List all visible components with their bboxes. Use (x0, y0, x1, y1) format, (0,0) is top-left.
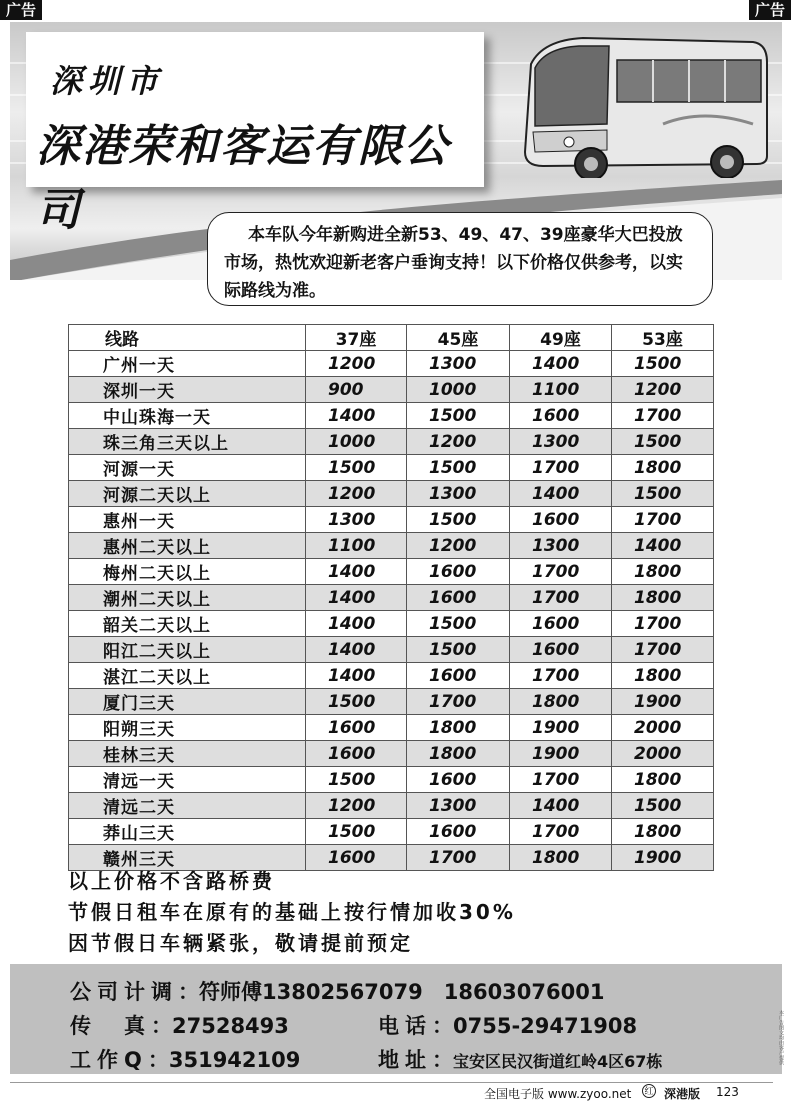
price-cell: 1300 (510, 429, 612, 455)
table-row (69, 481, 714, 507)
price-cell: 1400 (510, 351, 612, 377)
price-cell: 1700 (612, 507, 714, 533)
price-cell: 1400 (510, 481, 612, 507)
price-cell: 1800 (612, 559, 714, 585)
qq-label: 工作Q (70, 1048, 148, 1072)
route-cell: 阳江二天以上 (69, 637, 306, 663)
table-row (69, 429, 714, 455)
price-cell: 1000 (306, 429, 407, 455)
price-cell: 1400 (306, 611, 407, 637)
table-row (69, 351, 714, 377)
price-cell: 1600 (407, 767, 510, 793)
fax-value: 27528493 (172, 1014, 289, 1038)
header-45-seat: 45座 (407, 325, 510, 351)
header-37-seat: 37座 (306, 325, 407, 351)
price-cell: 1500 (612, 429, 714, 455)
price-cell: 1800 (612, 585, 714, 611)
qq-row: 工作Q：351942109 (70, 1044, 300, 1074)
intro-callout (207, 212, 713, 306)
price-cell: 1400 (510, 793, 612, 819)
price-cell: 1700 (510, 819, 612, 845)
price-cell: 1300 (407, 351, 510, 377)
table-row (69, 559, 714, 585)
price-cell: 1400 (612, 533, 714, 559)
price-cell: 1500 (306, 767, 407, 793)
price-cell: 1200 (407, 429, 510, 455)
price-cell: 1900 (612, 689, 714, 715)
price-cell: 1400 (306, 663, 407, 689)
price-cell: 1200 (612, 377, 714, 403)
price-cell: 1800 (612, 663, 714, 689)
price-cell: 1600 (306, 715, 407, 741)
price-cell: 1500 (306, 819, 407, 845)
price-cell: 1700 (612, 403, 714, 429)
address-row: 地址：宝安区民汉街道红岭4区67栋 (378, 1044, 662, 1074)
table-row (69, 741, 714, 767)
table-row (69, 793, 714, 819)
table-row (69, 585, 714, 611)
price-cell: 1800 (612, 455, 714, 481)
note-book-early: 因节假日车辆紧张，敬请提前预定 (68, 931, 413, 955)
price-cell: 1000 (407, 377, 510, 403)
price-cell: 1500 (306, 455, 407, 481)
price-cell: 1200 (306, 481, 407, 507)
price-cell: 1300 (510, 533, 612, 559)
price-cell: 1500 (612, 481, 714, 507)
price-cell: 1300 (306, 507, 407, 533)
price-cell: 1700 (510, 663, 612, 689)
price-cell: 1700 (510, 559, 612, 585)
table-row (69, 663, 714, 689)
price-cell: 1500 (407, 403, 510, 429)
price-cell: 1500 (306, 689, 407, 715)
price-cell: 1500 (407, 611, 510, 637)
route-cell: 河源一天 (69, 455, 306, 481)
price-cell: 1900 (612, 845, 714, 871)
note-holiday-surcharge: 节假日租车在原有的基础上按行情加收30% (68, 900, 516, 924)
route-cell: 珠三角三天以上 (69, 429, 306, 455)
price-cell: 1800 (612, 819, 714, 845)
phone-row: 电话：0755-29471908 (378, 1010, 637, 1040)
intro-text: 本车队今年新购进全新53、49、47、39座豪华大巴投放市场，热忱欢迎新老客户垂询支持！以下价格仅供参考，以实际路线为准。 (224, 225, 683, 301)
price-cell: 1900 (510, 715, 612, 741)
header-49-seat: 49座 (510, 325, 612, 351)
page-footer (0, 1082, 791, 1100)
route-cell: 潮州二天以上 (69, 585, 306, 611)
price-notes (68, 866, 516, 959)
phone-label: 电话 (378, 1014, 432, 1038)
price-cell: 1400 (306, 637, 407, 663)
address-value: 宝安区民汉街道红岭4区67栋 (453, 1052, 663, 1071)
fax-row: 传 真：27528493 (70, 1010, 289, 1040)
company-title-card (26, 32, 484, 236)
route-cell: 中山珠海一天 (69, 403, 306, 429)
price-cell: 2000 (612, 715, 714, 741)
price-cell: 1600 (407, 819, 510, 845)
price-cell: 1100 (306, 533, 407, 559)
price-cell: 1600 (407, 585, 510, 611)
route-cell: 清远二天 (69, 793, 306, 819)
route-cell: 莽山三天 (69, 819, 306, 845)
price-cell: 1400 (306, 403, 407, 429)
dispatch-label: 公司计调 (70, 980, 178, 1004)
price-cell: 2000 (612, 741, 714, 767)
price-cell: 1400 (306, 559, 407, 585)
table-row (69, 455, 714, 481)
price-cell: 1600 (306, 845, 407, 871)
price-cell: 1700 (612, 611, 714, 637)
table-header-row (69, 325, 714, 351)
route-cell: 广州一天 (69, 351, 306, 377)
table-row (69, 403, 714, 429)
price-cell: 1800 (510, 689, 612, 715)
price-cell: 1700 (510, 455, 612, 481)
price-cell: 900 (306, 377, 407, 403)
price-cell: 1500 (612, 793, 714, 819)
header-route: 线路 (69, 325, 306, 351)
price-cell: 1200 (306, 351, 407, 377)
table-row (69, 377, 714, 403)
price-cell: 1300 (407, 793, 510, 819)
price-cell: 1800 (510, 845, 612, 871)
price-cell: 1600 (510, 637, 612, 663)
table-row (69, 507, 714, 533)
note-toll: 以上价格不含路桥费 (68, 869, 275, 893)
route-cell: 梅州二天以上 (69, 559, 306, 585)
table-row (69, 767, 714, 793)
footer-site: 全国电子版 www.zyoo.net (484, 1087, 632, 1101)
ad-tag-left: 广告 (0, 0, 42, 20)
price-cell: 1500 (407, 637, 510, 663)
price-cell: 1600 (306, 741, 407, 767)
price-cell: 1700 (510, 767, 612, 793)
route-cell: 河源二天以上 (69, 481, 306, 507)
price-cell: 1900 (510, 741, 612, 767)
price-cell: 1500 (612, 351, 714, 377)
route-cell: 惠州一天 (69, 507, 306, 533)
route-cell: 清远一天 (69, 767, 306, 793)
company-name: 深港荣和客运有限公司 (36, 121, 450, 236)
side-note: 本广告图文均由客户提供 (778, 1010, 784, 1065)
route-cell: 湛江二天以上 (69, 663, 306, 689)
price-cell: 1100 (510, 377, 612, 403)
phone-value: 0755-29471908 (453, 1014, 638, 1038)
address-label: 地址 (378, 1048, 432, 1072)
route-cell: 阳朔三天 (69, 715, 306, 741)
route-cell: 厦门三天 (69, 689, 306, 715)
footer-edition: 深港版 (664, 1087, 701, 1101)
price-cell: 1400 (306, 585, 407, 611)
price-cell: 1700 (510, 585, 612, 611)
page-number: 123 (716, 1085, 739, 1099)
dispatch-row: 公司计调：符师傅13802567079 18603076001 (70, 976, 604, 1006)
price-cell: 1700 (407, 689, 510, 715)
footer-logo-icon: 红 (642, 1084, 656, 1098)
route-cell: 韶关二天以上 (69, 611, 306, 637)
table-row (69, 533, 714, 559)
table-row (69, 715, 714, 741)
price-cell: 1500 (407, 455, 510, 481)
price-cell: 1600 (510, 611, 612, 637)
price-cell: 1800 (612, 767, 714, 793)
price-cell: 1800 (407, 741, 510, 767)
table-row (69, 689, 714, 715)
price-cell: 1700 (612, 637, 714, 663)
price-cell: 1700 (407, 845, 510, 871)
table-row (69, 637, 714, 663)
price-cell: 1200 (306, 793, 407, 819)
price-cell: 1600 (510, 507, 612, 533)
table-row (69, 819, 714, 845)
price-cell: 1600 (407, 559, 510, 585)
ad-tag-right: 广告 (749, 0, 791, 20)
price-cell: 1200 (407, 533, 510, 559)
dispatch-value: 符师傅13802567079 18603076001 (199, 980, 605, 1004)
route-cell: 深圳一天 (69, 377, 306, 403)
route-cell: 惠州二天以上 (69, 533, 306, 559)
qq-value: 351942109 (168, 1048, 301, 1072)
bus-icon (513, 28, 771, 178)
price-cell: 1800 (407, 715, 510, 741)
route-cell: 赣州三天 (69, 845, 306, 871)
price-cell: 1600 (510, 403, 612, 429)
fax-label: 传 真 (70, 1014, 151, 1038)
price-cell: 1300 (407, 481, 510, 507)
price-cell: 1500 (407, 507, 510, 533)
city-name: 深圳市 (50, 62, 165, 100)
price-cell: 1600 (407, 663, 510, 689)
header-53-seat: 53座 (612, 325, 714, 351)
price-table (68, 324, 714, 871)
contact-panel (10, 964, 782, 1074)
table-row (69, 611, 714, 637)
route-cell: 桂林三天 (69, 741, 306, 767)
